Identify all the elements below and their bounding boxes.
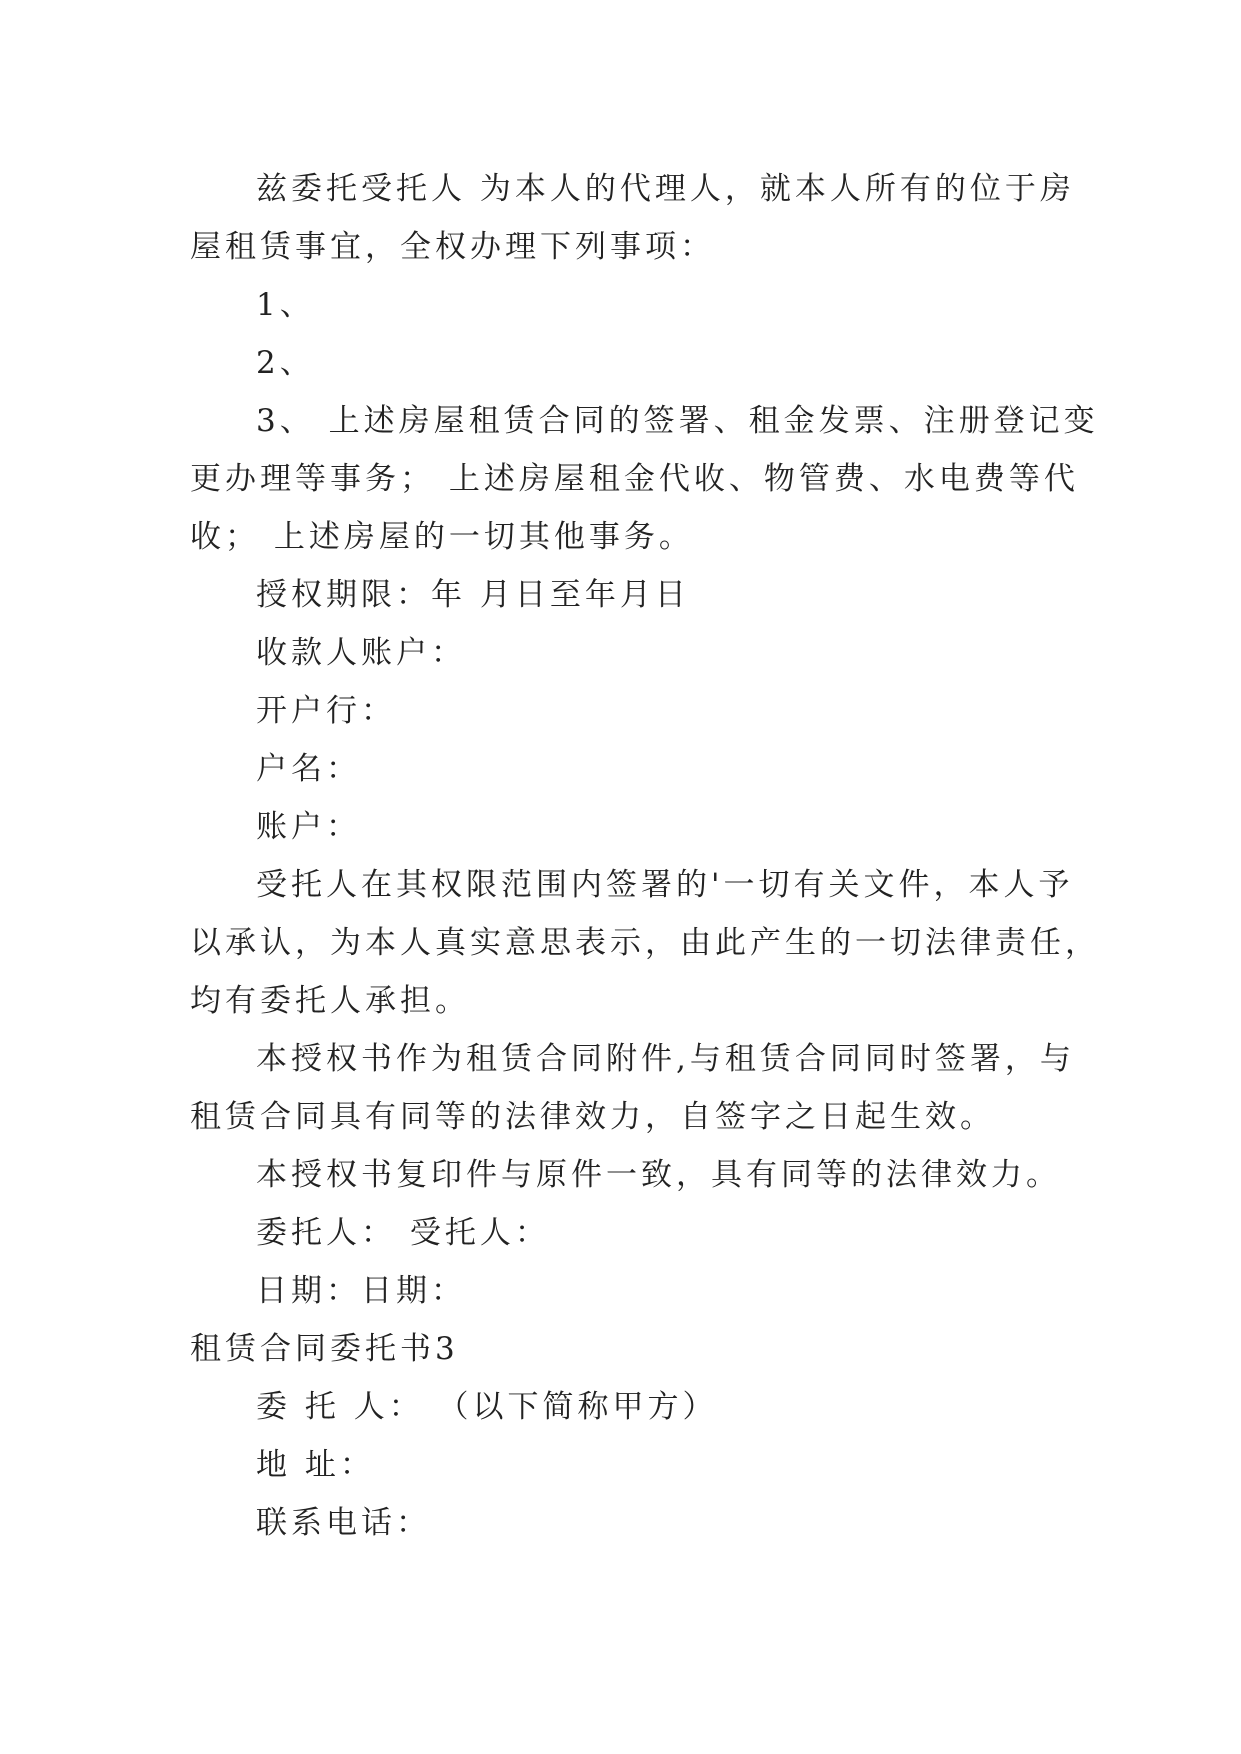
account-name-label: 户名：: [256, 751, 361, 787]
address-label: 地 址：: [256, 1447, 375, 1483]
principal-label: 委 托 人： （以下简称甲方）: [256, 1389, 718, 1425]
account-number-label: 账户：: [256, 809, 361, 845]
list-item-2: 2、: [256, 345, 315, 381]
paragraph-line: 收； 上述房屋的一切其他事务。: [190, 519, 694, 555]
list-item-3: 3、 上述房屋租赁合同的签署、租金发票、注册登记变: [256, 403, 1099, 439]
paragraph-line: 更办理等事务； 上述房屋租金代收、物管费、水电费等代: [190, 461, 1079, 497]
paragraph-line: 本授权书作为租赁合同附件,与租赁合同同时签署，与: [256, 1041, 1075, 1077]
signature-dates: 日期：日期：: [256, 1273, 466, 1309]
paragraph-line: 受托人在其权限范围内签署的'一切有关文件，本人予: [256, 867, 1074, 903]
list-item-1: 1、: [256, 287, 315, 323]
authorization-period: 授权期限：年 月日至年月日: [256, 577, 690, 613]
phone-label: 联系电话：: [256, 1505, 431, 1541]
paragraph-line: 兹委托受托人 为本人的代理人，就本人所有的位于房: [256, 171, 1075, 207]
paragraph-line: 均有委托人承担。: [190, 983, 470, 1019]
paragraph-line: 租赁合同具有同等的法律效力，自签字之日起生效。: [190, 1099, 995, 1135]
paragraph-line: 本授权书复印件与原件一致，具有同等的法律效力。: [256, 1157, 1061, 1193]
paragraph-line: 屋租赁事宜，全权办理下列事项：: [190, 229, 715, 265]
signature-parties: 委托人： 受托人：: [256, 1215, 550, 1251]
section-title: 租赁合同委托书3: [190, 1331, 459, 1367]
paragraph-line: 以承认，为本人真实意思表示，由此产生的一切法律责任，: [190, 925, 1100, 961]
document-body: [190, 160, 1100, 1552]
payee-account-label: 收款人账户：: [256, 635, 466, 671]
bank-label: 开户行：: [256, 693, 396, 729]
